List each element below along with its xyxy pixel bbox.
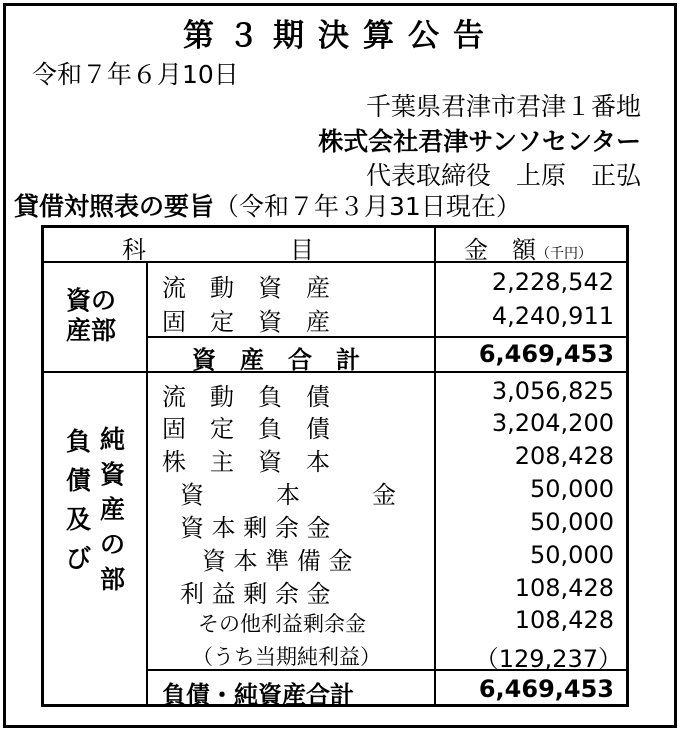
representative: 代表取締役 上原 正弘 (365, 161, 641, 190)
assets-category-line2: 産部 (66, 316, 117, 345)
assets-category-line1: 資の (66, 286, 117, 315)
notice-date: 令和７年６月10日 (32, 60, 239, 89)
shareholders-equity-value: 208,428 (514, 442, 614, 470)
other-retained-earnings-value: 108,428 (514, 606, 614, 634)
capital-stock-label: 資 本 金 (180, 481, 396, 509)
retained-earnings-label: 利 益 剰 余 金 (180, 580, 331, 608)
company-name: 株式会社君津サンソセンター (318, 127, 641, 156)
liabilities-category-char: 債 (66, 466, 92, 495)
capital-stock-value: 50,000 (530, 475, 614, 503)
legal-capital-surplus-value: 50,000 (530, 541, 614, 569)
summary-label: 貸借対照表の要旨 (14, 192, 215, 221)
current-assets-label: 流 動 資 産 (162, 274, 330, 302)
amount-header-label: 金 額 (464, 236, 536, 264)
liabilities-category-col1 (66, 422, 96, 578)
current-liabilities-label: 流 動 負 債 (162, 383, 330, 411)
fixed-liabilities-value: 3,204,200 (491, 409, 614, 437)
liabilities-category-char: 純 (100, 425, 126, 454)
fixed-assets-label: 固 定 資 産 (162, 308, 330, 336)
fixed-assets-value: 4,240,911 (491, 302, 614, 330)
fixed-liabilities-label: 固 定 負 債 (162, 415, 330, 443)
assets-total-label: 資 産 合 計 (192, 346, 360, 374)
capital-surplus-value: 50,000 (530, 508, 614, 536)
liabilities-net-assets-total-value: 6,469,453 (478, 675, 614, 703)
liabilities-category-char: 産 (100, 495, 126, 524)
liabilities-category-char: 及 (66, 505, 92, 534)
summary-period: （令和７年３月31日現在） (214, 192, 521, 221)
liabilities-category-char: の (100, 530, 126, 559)
amount-unit: （千円） (536, 246, 592, 262)
shareholders-equity-label: 株 主 資 本 (162, 448, 330, 476)
retained-earnings-value: 108,428 (514, 574, 614, 602)
category-divider (146, 261, 148, 704)
assets-total-value: 6,469,453 (478, 340, 614, 368)
summary-heading (14, 187, 521, 223)
amount-header (464, 230, 592, 265)
subject-header: 科 目 (122, 236, 314, 264)
capital-surplus-label: 資 本 剰 余 金 (180, 514, 331, 542)
net-income-value: （129,237） (474, 645, 622, 673)
legal-capital-surplus-label: 資 本 準 備 金 (202, 547, 353, 575)
other-retained-earnings-label: その他利益剰余金 (198, 612, 366, 636)
balance-sheet-table (41, 225, 629, 707)
liabilities-category-char: 負 (66, 427, 92, 456)
liabilities-category-char: び (66, 544, 92, 573)
net-income-label: （うち当期純利益） (192, 645, 381, 669)
liabilities-category-char: 部 (100, 565, 126, 594)
notice-title: 第３期決算公告 (183, 18, 498, 54)
current-liabilities-value: 3,056,825 (491, 377, 614, 405)
assets-category (66, 286, 116, 346)
amount-divider (434, 228, 436, 704)
liabilities-net-assets-total-label: 負債・純資産合計 (162, 681, 354, 709)
current-assets-value: 2,228,542 (491, 268, 614, 296)
company-address: 千葉県君津市君津１番地 (365, 92, 641, 121)
liabilities-category-col2 (100, 422, 130, 597)
liabilities-category-char: 資 (100, 460, 126, 489)
